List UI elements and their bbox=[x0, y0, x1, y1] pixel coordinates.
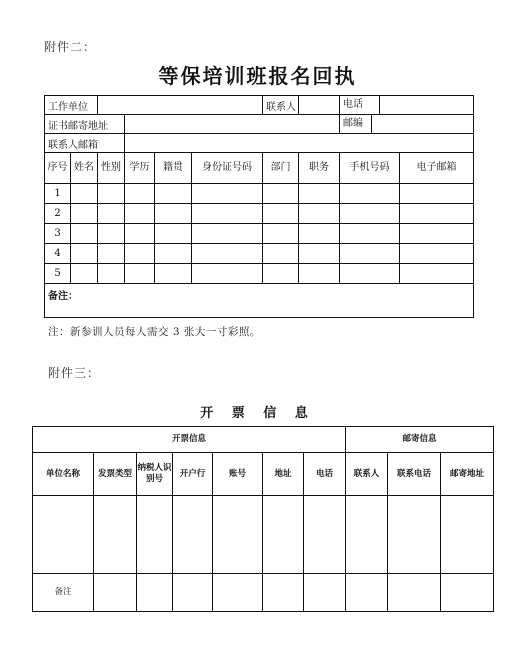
table-cell[interactable] bbox=[299, 264, 340, 284]
invoice-group-header: 开票信息 bbox=[33, 427, 346, 453]
table-cell[interactable] bbox=[137, 574, 173, 612]
table-cell[interactable] bbox=[173, 574, 213, 612]
mailing-group-header: 邮寄信息 bbox=[346, 427, 494, 453]
column-header: 电话 bbox=[304, 453, 346, 496]
work-unit-field[interactable] bbox=[98, 96, 263, 115]
column-header: 籍贯 bbox=[155, 153, 192, 184]
column-header: 职务 bbox=[299, 153, 340, 184]
table-cell[interactable] bbox=[263, 244, 299, 264]
table-cell[interactable] bbox=[98, 184, 125, 204]
group-header-row bbox=[33, 427, 494, 453]
column-header: 纳税人识别号 bbox=[137, 453, 173, 496]
column-header: 地址 bbox=[263, 453, 304, 496]
phone-field[interactable] bbox=[380, 96, 473, 114]
column-header: 发票类型 bbox=[94, 453, 137, 496]
row-number: 2 bbox=[45, 204, 71, 224]
invoice-table bbox=[32, 426, 494, 612]
table-cell[interactable] bbox=[125, 224, 155, 244]
table-cell[interactable] bbox=[98, 224, 125, 244]
table-cell[interactable] bbox=[71, 224, 98, 244]
table-cell[interactable] bbox=[71, 204, 98, 224]
column-header: 单位名称 bbox=[33, 453, 94, 496]
table-cell[interactable] bbox=[400, 264, 474, 284]
postcode-label: 邮编 bbox=[340, 115, 372, 133]
table-cell[interactable] bbox=[192, 244, 263, 264]
column-header: 性别 bbox=[98, 153, 125, 184]
certificate-address-field[interactable] bbox=[125, 115, 340, 134]
column-header: 账号 bbox=[213, 453, 263, 496]
table-cell[interactable] bbox=[192, 204, 263, 224]
table-cell[interactable] bbox=[125, 184, 155, 204]
column-header: 联系人 bbox=[346, 453, 388, 496]
table-cell[interactable] bbox=[71, 264, 98, 284]
attachment-2-label: 附件二： bbox=[44, 40, 97, 54]
table-cell[interactable] bbox=[299, 184, 340, 204]
table-cell[interactable] bbox=[299, 204, 340, 224]
phone-label: 电话 bbox=[340, 96, 380, 114]
row-number: 4 bbox=[45, 244, 71, 264]
table-cell[interactable] bbox=[400, 204, 474, 224]
table-cell[interactable] bbox=[263, 224, 299, 244]
table-row bbox=[45, 244, 474, 264]
column-header: 学历 bbox=[125, 153, 155, 184]
remark-label: 备注 bbox=[33, 574, 94, 612]
table-cell[interactable] bbox=[400, 184, 474, 204]
table-cell[interactable] bbox=[441, 574, 494, 612]
table-cell[interactable] bbox=[192, 184, 263, 204]
table-cell[interactable] bbox=[94, 574, 137, 612]
table-cell[interactable] bbox=[388, 574, 441, 612]
postcode-field[interactable] bbox=[372, 115, 473, 133]
work-unit-label: 工作单位 bbox=[45, 96, 98, 115]
column-header: 手机号码 bbox=[340, 153, 400, 184]
table-cell[interactable] bbox=[263, 264, 299, 284]
table-cell[interactable] bbox=[125, 204, 155, 224]
table-cell[interactable] bbox=[441, 496, 494, 574]
table-cell[interactable] bbox=[155, 224, 192, 244]
column-header: 联系电话 bbox=[388, 453, 441, 496]
table-cell[interactable] bbox=[94, 496, 137, 574]
remark-row bbox=[33, 574, 494, 612]
column-header: 部门 bbox=[263, 153, 299, 184]
table-cell[interactable] bbox=[263, 574, 304, 612]
table-cell[interactable] bbox=[263, 496, 304, 574]
table-cell[interactable] bbox=[125, 264, 155, 284]
registration-table bbox=[44, 95, 474, 318]
registration-form-title: 等保培训班报名回执 bbox=[158, 64, 357, 88]
table-cell[interactable] bbox=[155, 184, 192, 204]
column-header: 身份证号码 bbox=[192, 153, 263, 184]
attachment-3-label: 附件三： bbox=[48, 366, 101, 380]
contact-person-field[interactable] bbox=[299, 96, 340, 115]
table-cell[interactable] bbox=[340, 264, 400, 284]
table-cell[interactable] bbox=[304, 496, 346, 574]
table-cell[interactable] bbox=[192, 264, 263, 284]
table-cell[interactable] bbox=[304, 574, 346, 612]
table-cell[interactable] bbox=[263, 204, 299, 224]
row-number: 1 bbox=[45, 184, 71, 204]
table-cell[interactable] bbox=[155, 244, 192, 264]
table-row bbox=[45, 184, 474, 204]
table-row bbox=[33, 496, 494, 574]
row-number: 5 bbox=[45, 264, 71, 284]
table-cell[interactable] bbox=[71, 244, 98, 264]
column-header: 电子邮箱 bbox=[400, 153, 474, 184]
contact-email-field[interactable] bbox=[125, 134, 474, 153]
column-header: 邮寄地址 bbox=[441, 453, 494, 496]
table-cell[interactable] bbox=[388, 496, 441, 574]
table-cell[interactable] bbox=[263, 184, 299, 204]
table-cell[interactable] bbox=[155, 264, 192, 284]
table-cell[interactable] bbox=[125, 244, 155, 264]
invoice-info-title: 开 票 信 息 bbox=[200, 406, 315, 421]
contact-email-label: 联系人邮箱 bbox=[45, 134, 125, 153]
photo-requirement-note: 注：新参训人员每人需交 3 张大一寸彩照。 bbox=[48, 326, 261, 338]
column-header: 姓名 bbox=[71, 153, 98, 184]
table-cell[interactable] bbox=[299, 224, 340, 244]
column-header: 开户行 bbox=[173, 453, 213, 496]
registration-header-row bbox=[45, 153, 474, 184]
table-cell[interactable] bbox=[340, 224, 400, 244]
table-cell[interactable] bbox=[98, 244, 125, 264]
table-cell[interactable] bbox=[213, 574, 263, 612]
column-header: 序号 bbox=[45, 153, 71, 184]
table-cell[interactable] bbox=[33, 496, 94, 574]
table-cell[interactable] bbox=[213, 496, 263, 574]
table-cell[interactable] bbox=[192, 224, 263, 244]
table-row bbox=[45, 204, 474, 224]
table-cell[interactable] bbox=[340, 244, 400, 264]
row-number: 3 bbox=[45, 224, 71, 244]
table-cell[interactable] bbox=[340, 204, 400, 224]
table-cell[interactable] bbox=[299, 244, 340, 264]
table-row bbox=[45, 264, 474, 284]
certificate-address-label: 证书邮寄地址 bbox=[45, 115, 125, 134]
table-cell[interactable] bbox=[400, 244, 474, 264]
table-cell[interactable] bbox=[98, 204, 125, 224]
table-cell[interactable] bbox=[98, 264, 125, 284]
remark-field[interactable]: 备注： bbox=[45, 284, 474, 318]
table-cell[interactable] bbox=[155, 204, 192, 224]
table-cell[interactable] bbox=[346, 574, 388, 612]
table-cell[interactable] bbox=[173, 496, 213, 574]
table-row bbox=[45, 224, 474, 244]
table-cell[interactable] bbox=[340, 184, 400, 204]
table-cell[interactable] bbox=[400, 224, 474, 244]
invoice-header-row bbox=[33, 453, 494, 496]
contact-person-label: 联系人 bbox=[263, 96, 299, 115]
table-cell[interactable] bbox=[71, 184, 98, 204]
table-cell[interactable] bbox=[137, 496, 173, 574]
table-cell[interactable] bbox=[346, 496, 388, 574]
